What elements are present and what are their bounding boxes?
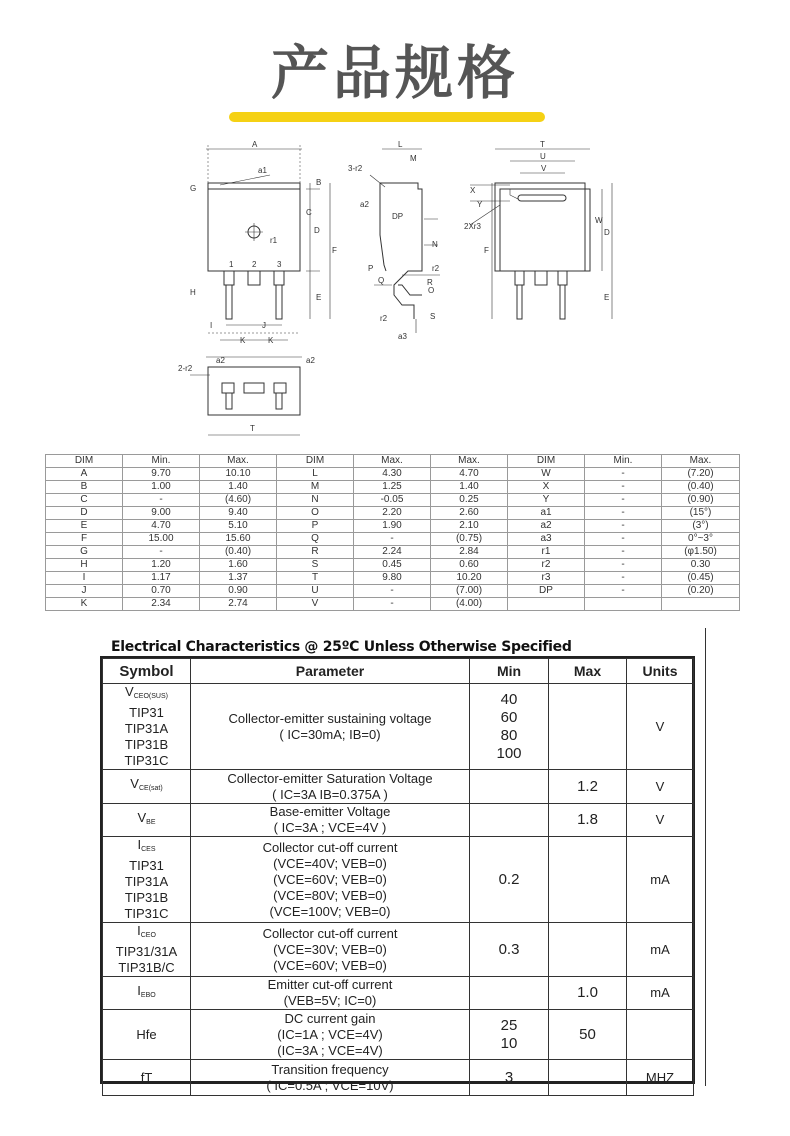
table-cell: r2 — [508, 559, 585, 572]
svg-text:1: 1 — [229, 260, 234, 269]
max-cell — [549, 684, 627, 770]
test-condition: (VCE=60V; VEB=0) — [273, 957, 387, 973]
svg-text:X: X — [470, 186, 476, 195]
table-cell: 10.20 — [431, 572, 508, 585]
table-row — [46, 481, 740, 494]
min-cell — [470, 977, 549, 1010]
table-cell: S — [277, 559, 354, 572]
parameter-header: Parameter — [191, 659, 470, 684]
min-cell — [470, 804, 549, 837]
table-row — [103, 684, 694, 770]
table-cell: 15.00 — [123, 533, 200, 546]
table-cell: (7.00) — [431, 585, 508, 598]
min-cell — [470, 923, 549, 977]
table-cell: - — [585, 481, 662, 494]
symbol-letter: V — [137, 809, 147, 825]
table-cell: R — [277, 546, 354, 559]
min-value: 100 — [496, 744, 522, 762]
units-cell: MHZ — [627, 1060, 694, 1096]
table-cell: (3°) — [662, 520, 740, 533]
table-cell: 1.40 — [200, 481, 277, 494]
svg-text:a3: a3 — [398, 332, 407, 341]
table-cell: - — [585, 494, 662, 507]
parameter-name: Transition frequency — [271, 1061, 389, 1077]
table-cell: 0.45 — [354, 559, 431, 572]
table-cell: 2.60 — [431, 507, 508, 520]
table-row — [103, 923, 694, 977]
part-number: TIP31 — [129, 705, 164, 720]
svg-text:P: P — [368, 264, 374, 273]
table-cell: 2.24 — [354, 546, 431, 559]
max-cell — [549, 837, 627, 923]
table-cell: 4.30 — [354, 468, 431, 481]
min-value: 0.3 — [498, 940, 520, 958]
symbol-cell — [103, 923, 191, 977]
test-condition: ( IC=3A IB=0.375A ) — [272, 786, 388, 802]
table-row — [46, 585, 740, 598]
table-cell: P — [277, 520, 354, 533]
table-cell: (φ1.50) — [662, 546, 740, 559]
table-cell: 4.70 — [431, 468, 508, 481]
svg-text:K: K — [240, 336, 246, 345]
table-row — [46, 559, 740, 572]
parameter-name: Emitter cut-off current — [267, 977, 393, 992]
table-cell: - — [585, 546, 662, 559]
min-value: 25 — [500, 1016, 518, 1034]
symbol-letter: I — [137, 837, 142, 852]
column-header: DIM — [508, 455, 585, 468]
table-cell: 0.60 — [431, 559, 508, 572]
table-cell: 0.90 — [200, 585, 277, 598]
units-cell: V — [627, 804, 694, 837]
table-cell: 10.10 — [200, 468, 277, 481]
parameter-cell — [191, 837, 470, 923]
test-condition: (VEB=5V; IC=0) — [283, 993, 377, 1008]
table-cell: 9.00 — [123, 507, 200, 520]
table-cell: D — [46, 507, 123, 520]
table-cell: 2.84 — [431, 546, 508, 559]
table-cell: 1.40 — [431, 481, 508, 494]
table-row — [103, 977, 694, 1010]
part-number: TIP31C — [124, 753, 169, 768]
table-cell: r3 — [508, 572, 585, 585]
parameter-name: Collector-emitter sustaining voltage — [228, 710, 432, 726]
table-cell: a1 — [508, 507, 585, 520]
electrical-table-header — [103, 659, 694, 684]
min-value: 0.2 — [498, 870, 520, 888]
max-cell — [549, 770, 627, 804]
svg-text:E: E — [316, 293, 322, 302]
symbol-main — [103, 810, 190, 831]
table-cell: 2.20 — [354, 507, 431, 520]
units-cell — [627, 1010, 694, 1060]
table-cell: O — [277, 507, 354, 520]
title-underline — [229, 112, 545, 122]
svg-text:C: C — [306, 208, 312, 217]
column-header: DIM — [277, 455, 354, 468]
part-number: TIP31C — [124, 906, 169, 921]
table-row — [103, 1010, 694, 1060]
units-cell: V — [627, 684, 694, 770]
parameter-cell — [191, 923, 470, 977]
svg-text:W: W — [595, 216, 603, 225]
svg-text:H: H — [190, 288, 196, 297]
table-row — [46, 533, 740, 546]
test-condition: (VCE=40V; VEB=0) — [273, 855, 387, 871]
table-cell: 0.70 — [123, 585, 200, 598]
svg-text:D: D — [314, 226, 320, 235]
symbol-main — [103, 776, 190, 797]
svg-text:2Xr3: 2Xr3 — [464, 222, 481, 231]
svg-text:F: F — [484, 246, 489, 255]
part-number: TIP31A — [124, 874, 169, 889]
table-cell: - — [585, 468, 662, 481]
table-cell: - — [354, 598, 431, 611]
symbol-subscript: EBO — [140, 991, 156, 999]
min-cell — [470, 837, 549, 923]
svg-text:DP: DP — [392, 212, 404, 221]
part-number: TIP31 — [129, 858, 164, 873]
min-cell — [470, 1010, 549, 1060]
table-cell: 1.25 — [354, 481, 431, 494]
symbol-main — [103, 923, 190, 944]
table-cell: - — [354, 533, 431, 546]
svg-text:B: B — [316, 178, 322, 187]
table-cell: 1.37 — [200, 572, 277, 585]
table-cell: - — [123, 546, 200, 559]
table-row — [46, 507, 740, 520]
min-cell — [470, 770, 549, 804]
table-row — [103, 837, 694, 923]
svg-text:V: V — [541, 164, 547, 173]
table-cell: 1.20 — [123, 559, 200, 572]
svg-text:G: G — [190, 184, 197, 193]
symbol-main — [103, 1027, 190, 1043]
table-cell: K — [46, 598, 123, 611]
table-cell: 15.60 — [200, 533, 277, 546]
symbol-main — [103, 1070, 190, 1086]
table-cell: V — [277, 598, 354, 611]
symbol-letter: I — [137, 982, 141, 998]
table-cell: C — [46, 494, 123, 507]
symbol-subscript: CEO(SUS) — [133, 693, 168, 700]
svg-text:M: M — [410, 154, 417, 163]
table-cell: - — [585, 520, 662, 533]
test-condition: ( IC=3A ; VCE=4V ) — [273, 820, 387, 835]
symbol-main — [103, 684, 190, 705]
table-cell: H — [46, 559, 123, 572]
table-cell: a3 — [508, 533, 585, 546]
table-cell: r1 — [508, 546, 585, 559]
table-cell: - — [585, 572, 662, 585]
svg-text:A: A — [252, 140, 258, 149]
svg-text:O: O — [428, 286, 435, 295]
svg-text:2-r2: 2-r2 — [178, 364, 193, 373]
svg-text:3: 3 — [277, 260, 282, 269]
svg-text:r2: r2 — [432, 264, 440, 273]
parameter-name: DC current gain — [284, 1010, 376, 1026]
table-row — [46, 598, 740, 611]
test-condition: (VCE=80V; VEB=0) — [273, 887, 387, 903]
table-cell: B — [46, 481, 123, 494]
symbol-letter: V — [125, 684, 134, 699]
table-cell: E — [46, 520, 123, 533]
test-condition: ( IC=30mA; IB=0) — [279, 726, 381, 742]
parameter-name: Collector cut-off current — [262, 925, 398, 941]
dimension-table-header — [46, 455, 740, 468]
max-header: Max — [549, 659, 627, 684]
table-cell: (0.20) — [662, 585, 740, 598]
table-cell: - — [585, 507, 662, 520]
symbol-main — [103, 837, 190, 858]
table-cell: 1.00 — [123, 481, 200, 494]
table-cell: (0.90) — [662, 494, 740, 507]
min-value: 40 — [500, 690, 518, 708]
table-cell: 0°~3° — [662, 533, 740, 546]
symbol-letter: fT — [140, 1069, 153, 1085]
table-cell: 9.70 — [123, 468, 200, 481]
table-cell: X — [508, 481, 585, 494]
symbol-header: Symbol — [103, 659, 191, 684]
min-cell — [470, 684, 549, 770]
svg-text:J: J — [262, 321, 266, 330]
table-cell: (4.60) — [200, 494, 277, 507]
table-cell: (15°) — [662, 507, 740, 520]
part-number: TIP31/31A — [115, 944, 178, 959]
parameter-cell — [191, 977, 470, 1010]
table-row — [103, 804, 694, 837]
svg-text:U: U — [540, 152, 546, 161]
parameter-cell — [191, 1010, 470, 1060]
table-cell: (0.45) — [662, 572, 740, 585]
table-cell: 2.10 — [431, 520, 508, 533]
table-cell — [508, 598, 585, 611]
table-row — [46, 468, 740, 481]
table-cell: A — [46, 468, 123, 481]
svg-text:a2: a2 — [306, 356, 315, 365]
part-number: TIP31B — [124, 737, 169, 752]
max-value: 1.2 — [577, 777, 598, 795]
table-row — [46, 572, 740, 585]
table-cell: (7.20) — [662, 468, 740, 481]
units-cell: mA — [627, 977, 694, 1010]
table-cell: (4.00) — [431, 598, 508, 611]
table-cell: I — [46, 572, 123, 585]
table-cell: Y — [508, 494, 585, 507]
table-cell: - — [585, 559, 662, 572]
svg-text:D: D — [604, 228, 610, 237]
column-header: Max. — [200, 455, 277, 468]
symbol-cell — [103, 770, 191, 804]
test-condition: (VCE=100V; VEB=0) — [269, 903, 391, 919]
table-cell: 2.34 — [123, 598, 200, 611]
table-row — [46, 520, 740, 533]
column-header: Max. — [354, 455, 431, 468]
svg-text:R: R — [427, 278, 433, 287]
symbol-cell — [103, 837, 191, 923]
svg-text:Y: Y — [477, 200, 483, 209]
symbol-letter: I — [137, 923, 141, 938]
min-value: 3 — [504, 1068, 514, 1086]
units-cell: mA — [627, 837, 694, 923]
table-cell: F — [46, 533, 123, 546]
test-condition: (IC=1A ; VCE=4V) — [277, 1026, 383, 1042]
parameter-name: Base-emitter Voltage — [269, 804, 391, 819]
svg-text:r2: r2 — [380, 314, 388, 323]
svg-text:T: T — [250, 424, 255, 433]
table-cell: - — [123, 494, 200, 507]
part-number: TIP31B/C — [118, 960, 175, 975]
table-cell: 0.25 — [431, 494, 508, 507]
table-cell: 2.74 — [200, 598, 277, 611]
symbol-letter: Hfe — [136, 1026, 157, 1042]
svg-text:T: T — [540, 140, 545, 149]
parameter-cell — [191, 684, 470, 770]
electrical-characteristics-title: Electrical Characteristics @ 25ºC Unless Otherwise Specified — [111, 639, 572, 655]
min-header: Min — [470, 659, 549, 684]
max-value: 1.8 — [577, 811, 598, 828]
svg-text:I: I — [210, 321, 213, 330]
parameter-cell — [191, 804, 470, 837]
symbol-subscript: CE(sat) — [138, 785, 163, 792]
page-title: 产品规格 — [270, 39, 519, 107]
package-drawings — [170, 135, 630, 445]
table-cell: - — [585, 533, 662, 546]
symbol-cell — [103, 977, 191, 1010]
part-number: TIP31A — [124, 721, 169, 736]
table-cell: (0.75) — [431, 533, 508, 546]
table-row — [46, 546, 740, 559]
column-header: DIM — [46, 455, 123, 468]
table-cell: 9.80 — [354, 572, 431, 585]
svg-text:S: S — [430, 312, 436, 321]
symbol-letter: V — [130, 776, 139, 791]
svg-text:a2: a2 — [216, 356, 225, 365]
table-cell: (0.40) — [200, 546, 277, 559]
table-cell: N — [277, 494, 354, 507]
test-condition: ( IC=0.5A ; VCE=10V) — [266, 1077, 394, 1093]
column-header: Min. — [123, 455, 200, 468]
table-cell: DP — [508, 585, 585, 598]
symbol-subscript: CES — [141, 846, 156, 853]
table-cell: (0.40) — [662, 481, 740, 494]
table-row — [103, 770, 694, 804]
table-cell: J — [46, 585, 123, 598]
parameter-cell — [191, 770, 470, 804]
svg-text:N: N — [432, 240, 438, 249]
symbol-subscript: BE — [146, 818, 156, 826]
max-cell — [549, 1010, 627, 1060]
svg-text:2: 2 — [252, 260, 257, 269]
cut-off-footnote — [100, 1086, 700, 1094]
units-cell: V — [627, 770, 694, 804]
svg-text:L: L — [398, 140, 403, 149]
table-cell — [585, 598, 662, 611]
table-cell: T — [277, 572, 354, 585]
electrical-table — [102, 658, 694, 1096]
svg-text:Q: Q — [378, 276, 385, 285]
min-value: 10 — [500, 1034, 518, 1052]
table-cell: Q — [277, 533, 354, 546]
parameter-name: Collector cut-off current — [262, 839, 398, 855]
table-cell: 1.90 — [354, 520, 431, 533]
svg-text:r1: r1 — [270, 236, 278, 245]
symbol-cell — [103, 1010, 191, 1060]
symbol-cell — [103, 684, 191, 770]
max-cell — [549, 923, 627, 977]
max-cell — [549, 804, 627, 837]
svg-text:a1: a1 — [258, 166, 267, 175]
table-cell: G — [46, 546, 123, 559]
dimension-table — [45, 454, 740, 611]
min-value: 60 — [500, 708, 518, 726]
table-row — [46, 494, 740, 507]
table-cell: 0.30 — [662, 559, 740, 572]
table-cell: 9.40 — [200, 507, 277, 520]
table-cell: 4.70 — [123, 520, 200, 533]
parameter-name: Collector-emitter Saturation Voltage — [227, 770, 433, 786]
test-condition: (IC=3A ; VCE=4V) — [277, 1042, 383, 1058]
table-cell: M — [277, 481, 354, 494]
table-cell: - — [585, 585, 662, 598]
table-cell: 1.17 — [123, 572, 200, 585]
test-condition: (VCE=60V; VEB=0) — [273, 871, 387, 887]
symbol-cell — [103, 804, 191, 837]
table-cell: a2 — [508, 520, 585, 533]
test-condition: (VCE=30V; VEB=0) — [273, 941, 387, 957]
svg-text:E: E — [604, 293, 610, 302]
svg-text:a2: a2 — [360, 200, 369, 209]
max-cell — [549, 977, 627, 1010]
table-cell: L — [277, 468, 354, 481]
column-header: Min. — [585, 455, 662, 468]
table-cell — [662, 598, 740, 611]
min-value: 80 — [500, 726, 518, 744]
units-cell: mA — [627, 923, 694, 977]
table-cell: - — [354, 585, 431, 598]
max-value: 50 — [579, 1025, 596, 1043]
table-cell: 1.60 — [200, 559, 277, 572]
symbol-subscript: CEO — [140, 932, 156, 939]
part-number: TIP31B — [124, 890, 169, 905]
divider — [705, 628, 706, 1086]
max-value: 1.0 — [577, 984, 598, 1001]
units-header: Units — [627, 659, 694, 684]
svg-text:K: K — [268, 336, 274, 345]
svg-text:F: F — [332, 246, 337, 255]
table-cell: U — [277, 585, 354, 598]
column-header: Max. — [431, 455, 508, 468]
table-cell: W — [508, 468, 585, 481]
column-header: Max. — [662, 455, 740, 468]
table-cell: -0.05 — [354, 494, 431, 507]
svg-text:3-r2: 3-r2 — [348, 164, 363, 173]
symbol-main — [103, 983, 190, 1004]
table-cell: 5.10 — [200, 520, 277, 533]
